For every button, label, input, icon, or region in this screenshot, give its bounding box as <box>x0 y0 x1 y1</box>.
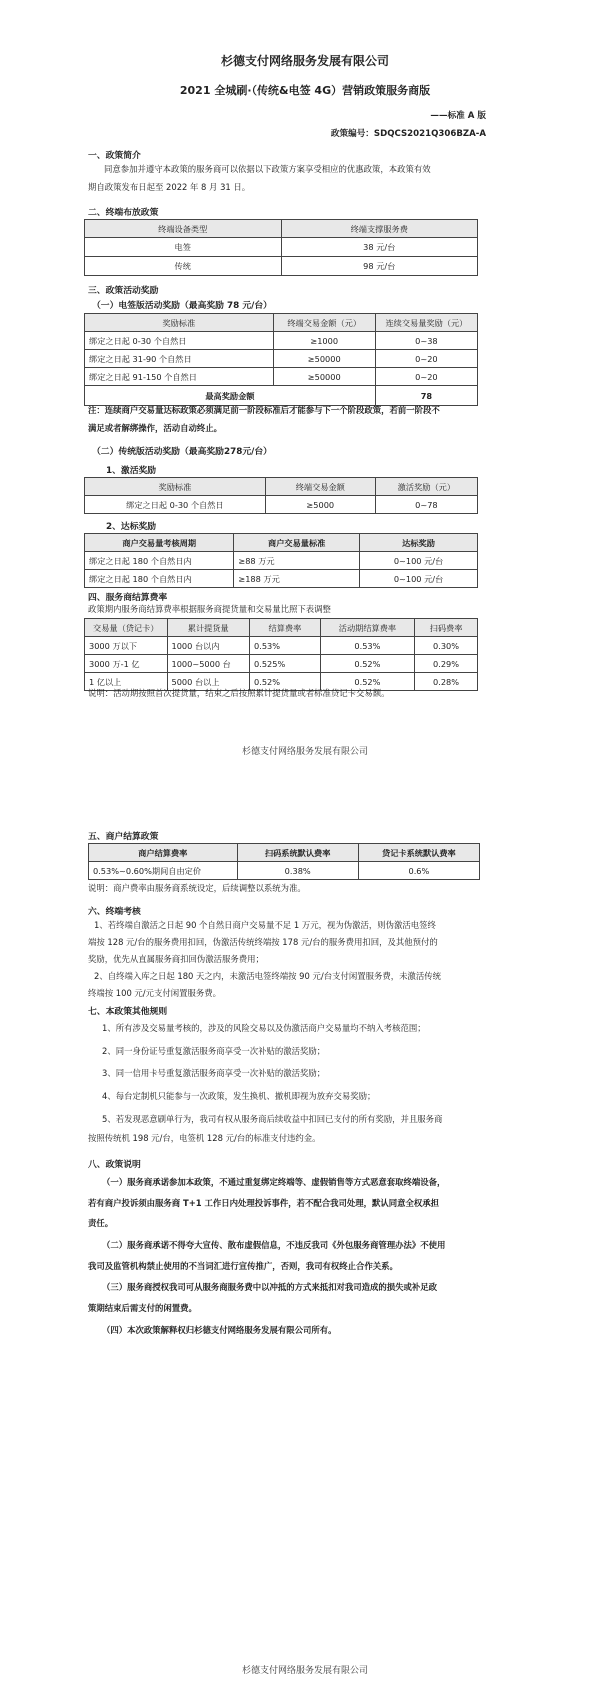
table-row <box>85 332 478 350</box>
table-cell: 电签 <box>85 238 282 257</box>
table-cell: ≥88 万元 <box>234 552 360 570</box>
section-6-line1: 1、若终端自激活之日起 90 个自然日商户交易量不足 1 万元，视为伪激活，则伪激活电签终 <box>94 920 436 930</box>
table-cell: 3000 万以下 <box>85 637 168 655</box>
section-1-text-line1: 同意参加并遵守本政策的服务商可以依据以下政策方案享受相应的优惠政策，本政策有效 <box>104 164 431 174</box>
total-label: 最高奖励金额 <box>85 386 376 406</box>
table-cell: ≥50000 <box>273 368 375 386</box>
table-cell: 1000~5000 台 <box>167 655 250 673</box>
table-row <box>85 496 478 514</box>
merchant-rate-table <box>88 843 480 880</box>
document-subtitle: 2021 全城刷·（传统&电签 4G）营销政策服务商版 <box>179 84 431 97</box>
table-header-cell: 扫码费率 <box>415 619 478 637</box>
section-3-heading: 三、政策活动奖励 <box>88 286 159 296</box>
table-cell: 0.28% <box>415 673 478 691</box>
table-row <box>85 238 478 257</box>
table-header-row <box>85 534 478 552</box>
section-8-p1-line1: （一）服务商承诺参加本政策，不通过重复绑定终端等、虚假销售等方式恶意套取终端设备， <box>102 1177 446 1187</box>
note-line1: 注：连续商户交易量达标政策必须满足前一阶段标准后才能参与下一个阶段政策，若前一阶段不 <box>88 405 440 415</box>
page-footer-2: 杉德支付网络服务发展有限公司 <box>241 1666 368 1676</box>
table-header-cell: 商户交易量考核周期 <box>85 534 234 552</box>
table-cell: 98 元/台 <box>281 257 478 276</box>
table-cell: 1 亿以上 <box>85 673 168 691</box>
table-cell: 0.52% <box>320 655 414 673</box>
table-cell: 0~100 元/台 <box>360 570 478 588</box>
section-8-p4: （四）本次政策解释权归杉德支付网络服务发展有限公司所有。 <box>102 1325 337 1335</box>
table-header-cell: 终端交易金额（元） <box>273 314 375 332</box>
section-3-sub2: （二）传统版活动奖励（最高奖励278元/台） <box>92 447 272 457</box>
section-7-line2: 2、同一身份证号重复激活服务商享受一次补贴的激活奖励； <box>102 1046 326 1056</box>
standard-reward-heading: 2、达标奖励 <box>106 522 157 532</box>
table-row <box>85 570 478 588</box>
table-row <box>89 862 480 880</box>
document-title: 杉德支付网络服务发展有限公司 <box>220 54 389 68</box>
table-cell: 0~78 <box>375 496 477 514</box>
table-cell: 0.6% <box>358 862 479 880</box>
table-header-row <box>85 478 478 496</box>
standard-reward-table <box>84 533 478 588</box>
page-footer-1: 杉德支付网络服务发展有限公司 <box>241 747 368 757</box>
section-1-text-line2: 期自政策发布日起至 2022 年 8 月 31 日。 <box>88 182 251 192</box>
table-header-cell: 终端设备类型 <box>85 220 282 238</box>
table-header-cell: 贷记卡系统默认费率 <box>358 844 479 862</box>
table-row <box>85 552 478 570</box>
table-cell: 3000 万-1 亿 <box>85 655 168 673</box>
table-header-cell: 商户结算费率 <box>89 844 238 862</box>
table-header-cell: 累计提货量 <box>167 619 250 637</box>
section-5-note: 说明：商户费率由服务商系统设定，后续调整以系统为准。 <box>88 883 306 893</box>
table-cell: 1000 台以内 <box>167 637 250 655</box>
section-4-note: 说明：活动期按照首次提货量，结束之后按照累计提货量或者标准贷记卡交易额。 <box>88 688 390 698</box>
table-cell: 0.53% <box>320 637 414 655</box>
section-8-p3-line1: （三）服务商授权我司可从服务商服务费中以冲抵的方式来抵扣对我司造成的损失或补足政 <box>102 1282 437 1292</box>
table-header-cell: 扫码系统默认费率 <box>237 844 358 862</box>
section-2-heading: 二、终端布放政策 <box>88 208 159 218</box>
section-5-heading: 五、商户结算政策 <box>88 832 159 842</box>
section-4-heading: 四、服务商结算费率 <box>88 593 168 603</box>
table-row <box>85 655 478 673</box>
table-cell: 绑定之日起 91-150 个自然日 <box>85 368 274 386</box>
table-cell: 绑定之日起 180 个自然日内 <box>85 552 234 570</box>
table-cell: 0~20 <box>375 350 477 368</box>
table-header-cell: 结算费率 <box>250 619 321 637</box>
table-header-cell: 商户交易量标准 <box>234 534 360 552</box>
table-header-cell: 交易量（贷记卡） <box>85 619 168 637</box>
table-cell: ≥188 万元 <box>234 570 360 588</box>
table-header-cell: 激活奖励（元） <box>375 478 477 496</box>
table-cell: 38 元/台 <box>281 238 478 257</box>
table-cell: 0~20 <box>375 368 477 386</box>
activation-reward-table <box>84 477 478 514</box>
table-cell: ≥1000 <box>273 332 375 350</box>
table-cell: 0.29% <box>415 655 478 673</box>
table-cell: ≥5000 <box>265 496 375 514</box>
table-cell: 0.38% <box>237 862 358 880</box>
section-6-heading: 六、终端考核 <box>88 907 141 917</box>
table-header-cell: 达标奖励 <box>360 534 478 552</box>
table-row <box>85 257 478 276</box>
table-cell: 绑定之日起 31-90 个自然日 <box>85 350 274 368</box>
table-header-cell: 活动期结算费率 <box>320 619 414 637</box>
table-header-cell: 终端交易金额 <box>265 478 375 496</box>
section-8-p1-line2: 若有商户投诉须由服务商 T+1 工作日内处理投诉事件，若不配合我司处理，默认同意全权承担 <box>88 1198 440 1208</box>
section-7-line3: 3、同一信用卡号重复激活服务商享受一次补贴的激活奖励； <box>102 1068 326 1078</box>
section-1-heading: 一、政策简介 <box>88 151 141 161</box>
table-header-row <box>85 314 478 332</box>
section-8-heading: 八、政策说明 <box>88 1160 141 1170</box>
table-cell: 0.52% <box>320 673 414 691</box>
section-7-heading: 七、本政策其他规则 <box>88 1007 168 1017</box>
table-cell: 0.30% <box>415 637 478 655</box>
esign-reward-table <box>84 313 478 406</box>
table-header-cell: 连续交易量奖励（元） <box>375 314 477 332</box>
section-8-p3-line2: 策期结束后需支付的闲置费。 <box>88 1303 197 1313</box>
total-value: 78 <box>375 386 477 406</box>
table-header-cell: 奖励标准 <box>85 314 274 332</box>
table-row <box>85 368 478 386</box>
note-line2: 满足或者解绑操作，活动自动终止。 <box>88 423 222 433</box>
section-8-p2-line2: 我司及监管机构禁止使用的不当词汇进行宣传推广，否则，我司有权终止合作关系。 <box>88 1261 398 1271</box>
section-7-line4: 4、每台定制机只能参与一次政策，发生换机、撤机即视为放弃交易奖励； <box>102 1091 376 1101</box>
section-8-p2-line1: （二）服务商承诺不得夸大宣传、散布虚假信息，不违反我司《外包服务商管理办法》不使用 <box>102 1240 446 1250</box>
section-4-intro: 政策期内服务商结算费率根据服务商提货量和交易量比照下表调整 <box>88 604 331 614</box>
terminal-fee-table <box>84 219 478 276</box>
table-row <box>85 350 478 368</box>
section-6-line2: 端按 128 元/台的服务费用扣回，伪激活传统终端按 178 元/台的服务费用扣回，及其他预付的 <box>88 937 438 947</box>
section-7-line6: 按照传统机 198 元/台，电签机 128 元/台的标准支付违约金。 <box>88 1133 321 1143</box>
section-6-line5: 终端按 100 元/元支付闲置服务费。 <box>88 988 222 998</box>
section-6-line3: 奖励，优先从直属服务商扣回伪激活服务费用； <box>88 954 264 964</box>
section-8-p1-line3: 责任。 <box>88 1218 114 1228</box>
table-cell: 0~38 <box>375 332 477 350</box>
table-cell: 0.525% <box>250 655 321 673</box>
settlement-rate-table <box>84 618 478 691</box>
section-6-line4: 2、自终端入库之日起 180 天之内，未激活电签终端按 90 元/台支付闲置服务费，未激活传统 <box>94 971 441 981</box>
policy-number: 政策编号：SDQCS2021Q306BZA-A <box>330 129 486 139</box>
section-7-line1: 1、所有涉及交易量考核的，涉及的风险交易以及伪激活商户交易量均不纳入考核范围； <box>102 1023 426 1033</box>
table-cell: 传统 <box>85 257 282 276</box>
table-cell: 绑定之日起 180 个自然日内 <box>85 570 234 588</box>
table-header-row <box>85 619 478 637</box>
table-header-cell: 终端支撑服务费 <box>281 220 478 238</box>
edition-label: ——标准 A 版 <box>430 111 486 121</box>
section-7-line5: 5、若发现恶意刷单行为，我司有权从服务商后续收益中扣回已支付的所有奖励，并且服务商 <box>102 1114 443 1124</box>
table-row <box>85 637 478 655</box>
table-header-row <box>89 844 480 862</box>
table-cell: 绑定之日起 0-30 个自然日 <box>85 496 266 514</box>
activation-reward-heading: 1、激活奖励 <box>106 466 157 476</box>
table-cell: 0.53%~0.60%期间自由定价 <box>89 862 238 880</box>
section-3-sub1: （一）电签版活动奖励（最高奖励 78 元/台） <box>92 301 272 311</box>
table-cell: 绑定之日起 0-30 个自然日 <box>85 332 274 350</box>
table-header-cell: 奖励标准 <box>85 478 266 496</box>
table-header-row <box>85 220 478 238</box>
table-cell: 5000 台以上 <box>167 673 250 691</box>
table-cell: ≥50000 <box>273 350 375 368</box>
table-cell: 0.53% <box>250 637 321 655</box>
table-cell: 0~100 元/台 <box>360 552 478 570</box>
table-cell: 0.52% <box>250 673 321 691</box>
